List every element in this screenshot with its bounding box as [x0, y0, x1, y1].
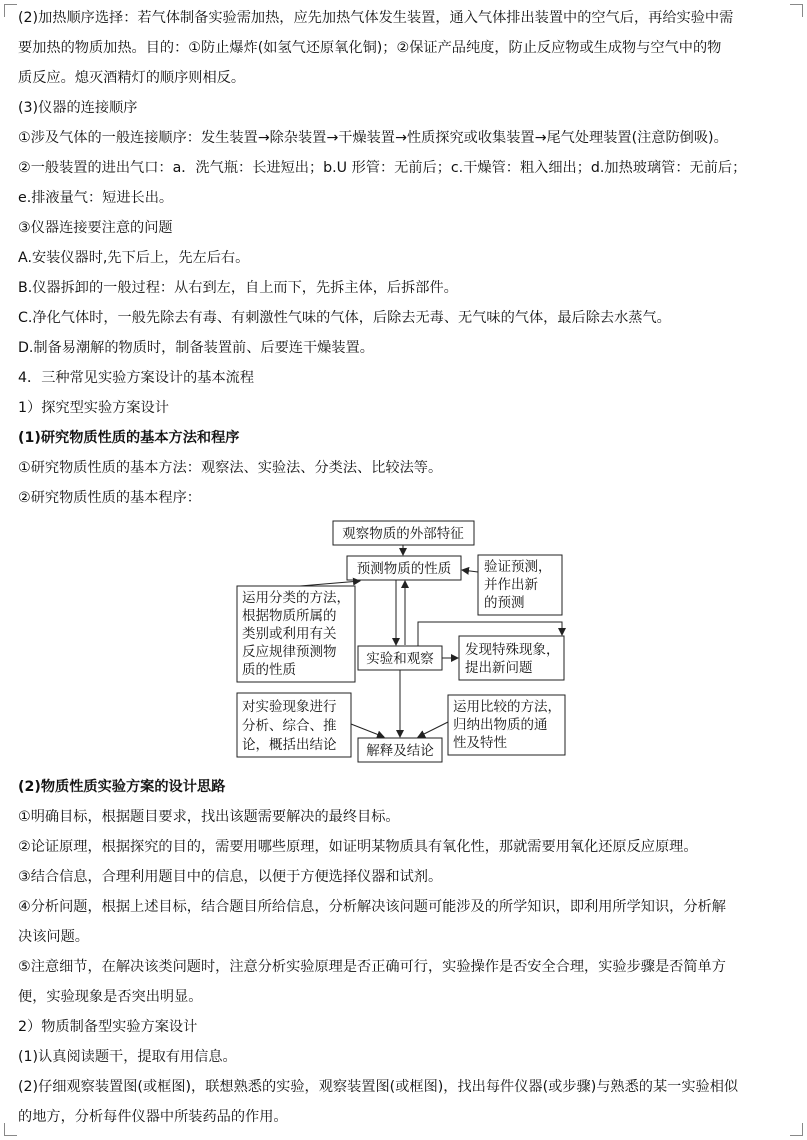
list-item: (1)认真阅读题干，提取有用信息。: [18, 1049, 237, 1065]
list-item: ③结合信息，合理利用题目中的信息，以便于方便选择仪器和试剂。: [18, 869, 443, 885]
label-verify: 并作出新: [484, 577, 538, 593]
label-verify: 验证预测，: [484, 559, 552, 575]
section-heading: (3)仪器的连接顺序: [18, 100, 138, 116]
section-heading: 2）物质制备型实验方案设计: [18, 1019, 198, 1035]
list-item: ②一般装置的进出气口：a．洗气瓶：长进短出；b.U 形管：无前后；c.干燥管：粗入细出；d.加热玻璃管：无前后；: [18, 160, 747, 176]
list-item: A.安装仪器时,先下后上，先左后右。: [18, 250, 250, 266]
list-item: e.排液量气：短进长出。: [18, 190, 174, 206]
list-item: ①明确目标，根据题目要求，找出该题需要解决的最终目标。: [18, 809, 400, 825]
section-heading: ③仪器连接要注意的问题: [18, 220, 173, 236]
paragraph-heating-order: 质反应。熄灭酒精灯的顺序则相反。: [18, 70, 246, 86]
label-classify: 反应规律预测物: [242, 644, 337, 660]
label-analyze: 分析、综合、推: [242, 718, 337, 734]
arrow-verify-predict: [462, 570, 478, 572]
list-item: ①涉及气体的一般连接顺序：发生装置→除杂装置→干燥装置→性质探究或收集装置→尾气处理装置(注意防倒吸)。: [18, 130, 728, 146]
list-item: ①研究物质性质的基本方法：观察法、实验法、分类法、比较法等。: [18, 460, 443, 476]
section-heading: 1）探究型实验方案设计: [18, 400, 169, 416]
label-conclude: 解释及结论: [366, 743, 434, 759]
label-compare: 性及特性: [453, 735, 507, 751]
label-classify: 质的性质: [242, 662, 296, 678]
arrow-analyze-conclude: [351, 724, 384, 737]
label-special: 提出新问题: [465, 660, 533, 676]
arrow-compare-conclude: [418, 722, 448, 737]
label-verify: 的预测: [484, 595, 525, 611]
list-item: ⑤注意细节，在解决该类问题时，注意分析实验原理是否正确可行，实验操作是否安全合理，实验步骤是否简单方: [18, 959, 726, 975]
list-item: 的地方，分析每件仪器中所装药品的作用。: [18, 1109, 288, 1125]
list-item: 便，实验现象是否突出明显。: [18, 989, 203, 1005]
list-item: C.净化气体时，一般先除去有毒、有刺激性气味的气体，后除去无毒、无气味的气体，最后除去水蒸气。: [18, 310, 671, 326]
label-compare: 归纳出物质的通: [453, 717, 548, 733]
label-special: 发现特殊现象，: [465, 642, 560, 658]
list-item: ④分析问题，根据上述目标，结合题目所给信息，分析解决该问题可能涉及的所学知识，即利用所学知识，分析解: [18, 899, 726, 915]
label-observe: 观察物质的外部特征: [342, 526, 464, 542]
list-item: B.仪器拆卸的一般过程：从右到左，自上而下，先拆主体，后拆部件。: [18, 280, 458, 296]
list-item: ②论证原理，根据探究的目的，需要用哪些原理，如证明某物质具有氧化性，那就需要用氧化还原反应原理。: [18, 839, 698, 855]
label-compare: 运用比较的方法，: [453, 699, 561, 715]
list-item: (2)仔细观察装置图(或框图)，联想熟悉的实验，观察装置图(或框图)，找出每件仪器(或步骤)与熟悉的某一实验相似: [18, 1079, 739, 1095]
label-analyze: 论，概括出结论: [242, 737, 337, 753]
list-item: 决该问题。: [18, 929, 89, 945]
label-classify: 根据物质所属的: [242, 608, 337, 624]
list-item: D.制备易潮解的物质时，制备装置前、后要连干燥装置。: [18, 340, 374, 356]
label-classify: 类别或利用有关: [242, 626, 337, 642]
list-item: ②研究物质性质的基本程序：: [18, 490, 201, 506]
label-predict: 预测物质的性质: [356, 561, 452, 577]
label-classify: 运用分类的方法，: [242, 590, 350, 606]
section-heading: (1)研究物质性质的基本方法和程序: [18, 430, 240, 446]
label-analyze: 对实验现象进行: [242, 699, 337, 715]
arrow-classify-predict: [300, 581, 360, 586]
section-heading: (2)物质性质实验方案的设计思路: [18, 779, 226, 795]
section-heading: 4．三种常见实验方案设计的基本流程: [18, 370, 255, 386]
paragraph-heating-order: 要加热的物质加热。目的：①防止爆炸(如氢气还原氧化铜)；②保证产品纯度，防止反应物或生成物与空气中的物: [18, 40, 722, 56]
paragraph-heating-order: (2)加热顺序选择：若气体制备实验需加热，应先加热气体发生装置，通入气体排出装置中的空气后，再给实验中需: [18, 10, 734, 26]
label-experiment: 实验和观察: [366, 651, 434, 667]
